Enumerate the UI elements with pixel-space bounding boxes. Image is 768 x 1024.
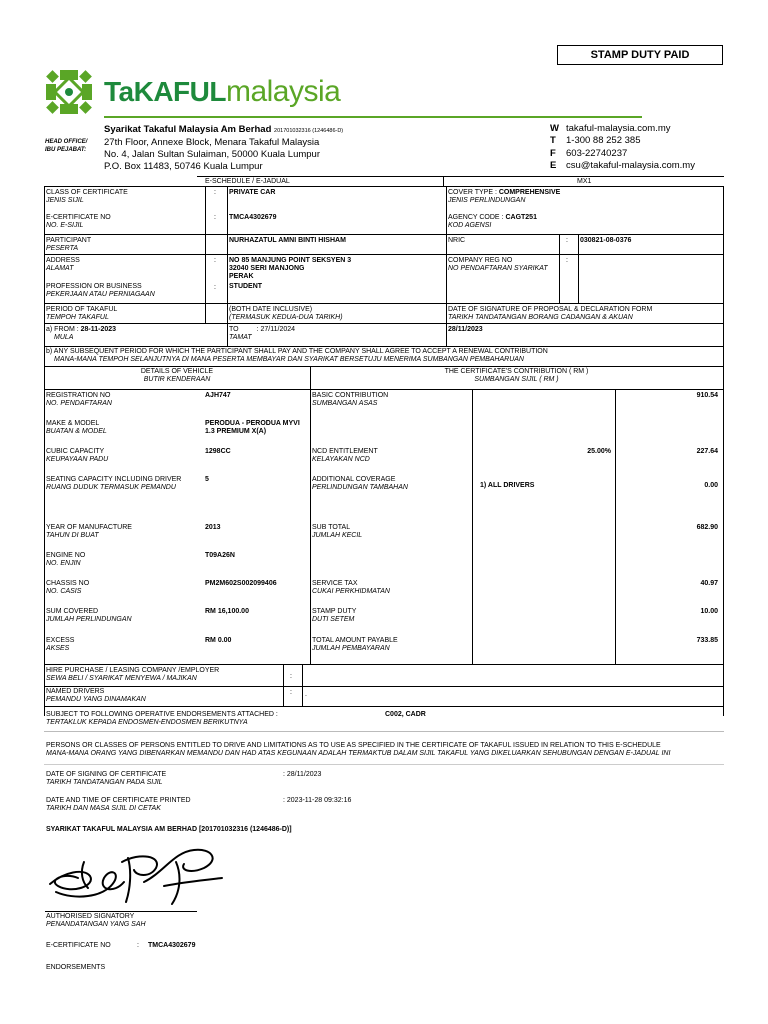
colon: : xyxy=(566,257,568,264)
basic-contribution-value: 910.54 xyxy=(696,392,718,399)
colon: : xyxy=(214,284,216,291)
additional-coverage-label: ADDITIONAL COVERAGE PERLINDUNGAN TAMBAHAN xyxy=(312,476,408,491)
colon: : xyxy=(214,214,216,221)
signature-date-value: 28/11/2023 xyxy=(448,326,483,333)
colon: : xyxy=(137,942,139,949)
colon: : xyxy=(566,237,568,244)
brand-part1: TaKAFUL xyxy=(104,76,226,107)
hire-purchase-label: HIRE PURCHASE / LEASING COMPANY /EMPLOYER SEWA BELI / SYARIKAT MENYEWA / MAJIKAN xyxy=(46,667,220,682)
colon: : xyxy=(290,689,292,696)
footer-ecert-label: E-CERTIFICATE NO xyxy=(46,942,111,949)
cubic-capacity-label: CUBIC CAPACITY KEUPAYAAN PADU xyxy=(46,448,109,463)
named-drivers-label: NAMED DRIVERS PEMANDU YANG DINAMAKAN xyxy=(46,688,146,703)
separator xyxy=(44,764,724,765)
ecert-label: E-CERTIFICATE NO NO. E-SIJIL xyxy=(46,214,111,229)
authorised-signatory: AUTHORISED SIGNATORY PENANDATANGAN YANG SAH xyxy=(46,913,146,928)
nric-value: 030821-08-0376 xyxy=(580,237,632,244)
chassis-label: CHASSIS NO NO. CASIS xyxy=(46,580,90,595)
company-reg-label: COMPANY REG NO NO PENDAFTARAN SYARIKAT xyxy=(448,257,548,272)
class-of-certificate-label: CLASS OF CERTIFICATE JENIS SIJIL xyxy=(46,189,128,204)
chassis-value: PM2M602S002099406 xyxy=(205,580,277,587)
address-value: NO 85 MANJUNG POINT SEKSYEN 3 32040 SERI MANJONG PERAK xyxy=(229,257,352,280)
agency-code: AGENCY CODE : CAGT251 KOD AGENSI xyxy=(448,214,537,229)
ncd-percent: 25.00% xyxy=(587,448,611,455)
vehicle-details-header: DETAILS OF VEHICLE BUTIR KENDERAAN xyxy=(140,368,214,383)
ncd-label: NCD ENTITLEMENT KELAYAKAN NCD xyxy=(312,448,378,463)
head-office-label: HEAD OFFICE/ IBU PEJABAT: xyxy=(45,139,88,153)
header-divider xyxy=(104,116,642,118)
make-model-label: MAKE & MODEL BUATAN & MODEL xyxy=(46,420,107,435)
endorsements-label: SUBJECT TO FOLLOWING OPERATIVE ENDORSEMENTS ATTACHED : TERTAKLUK KEPADA ENDOSMEN-ENDOSMEN BERIKUTNYA xyxy=(46,711,278,726)
contribution-header: THE CERTIFICATE'S CONTRIBUTION ( RM ) SUMBANGAN SIJIL ( RM ) xyxy=(444,368,589,383)
period-label: PERIOD OF TAKAFUL TEMPOH TAKAFUL xyxy=(46,306,118,321)
registration-value: AJH747 xyxy=(205,392,231,399)
service-tax-value: 40.97 xyxy=(700,580,718,587)
footer-company: SYARIKAT TAKAFUL MALAYSIA AM BERHAD [201701032316 (1246486-D)] xyxy=(46,826,292,833)
endorsements-value: C002, CADR xyxy=(385,711,426,718)
ncd-value: 227.64 xyxy=(696,448,718,455)
profession-value: STUDENT xyxy=(229,283,263,290)
participant-label: PARTICIPANT PESERTA xyxy=(46,237,92,252)
schedule-code: MX1 xyxy=(577,178,592,185)
period-to: TO : 27/11/2024 TAMAT xyxy=(229,326,296,341)
total-payable-value: 733.85 xyxy=(696,637,718,644)
basic-contribution-label: BASIC CONTRIBUTION SUMBANGAN ASAS xyxy=(312,392,389,407)
seating-value: 5 xyxy=(205,476,209,483)
takaful-logo-icon xyxy=(44,68,94,116)
class-of-certificate-value: PRIVATE CAR xyxy=(229,189,276,196)
additional-coverage-item: 1) ALL DRIVERS xyxy=(480,482,535,489)
colon: : xyxy=(290,673,292,680)
profession-label: PROFESSION OR BUSINESS PEKERJAAN ATAU PERNIAGAAN xyxy=(46,283,155,298)
address-label: ADDRESS ALAMAT xyxy=(46,257,80,272)
contact-block: W takaful-malaysia.com.my T 1-300 88 252 385 F 603-22740237 E csu@takaful-malaysia.com.my xyxy=(550,123,695,171)
cover-type: COVER TYPE : COMPREHENSIVE JENIS PERLINDUNGAN xyxy=(448,189,561,204)
signature-line xyxy=(45,911,197,912)
excess-label: EXCESS AKSES xyxy=(46,637,75,652)
seating-label: SEATING CAPACITY INCLUDING DRIVER RUANG DUDUK TERMASUK PEMANDU xyxy=(46,476,182,491)
service-tax-label: SERVICE TAX CUKAI PERKHIDMATAN xyxy=(312,580,390,595)
colon: : xyxy=(214,257,216,264)
participant-value: NURHAZATUL AMNI BINTI HISHAM xyxy=(229,237,346,244)
stamp-duty-paid-box: STAMP DUTY PAID xyxy=(557,45,723,65)
ecert-value: TMCA4302679 xyxy=(229,214,277,221)
company-address-block: Syarikat Takaful Malaysia Am Berhad 201701032316 (1246486-D) 27th Floor, Annexe Block, Menara Takaful Malaysia No. 4, Jalan Sultan Sulaiman, 50000 Kuala Lumpur P.O. Box 11483, 50746 Kuala Lumpur xyxy=(104,124,344,172)
year-value: 2013 xyxy=(205,524,221,531)
persons-entitled-note: PERSONS OR CLASSES OF PERSONS ENTITLED TO DRIVE AND LIMITATIONS AS TO USE AS SPECIFIED IN THE CERTIFICATE OF TAKAFUL ISSUED IN RELATION TO THIS E-SCHEDULE MANA-MANA ORANG YANG DIBENARKAN MEMANDU DAN HAD ATAS KEGUNAAN ADALAH TERMAKTUB DALAM SIJIL TAKAFUL YANG DIKELUARKAN SEHUBUNGAN DENGAN E-JADUAL INI xyxy=(46,742,671,757)
named-drivers-value: . xyxy=(305,691,307,698)
registration-label: REGISTRATION NO NO. PENDAFTARAN xyxy=(46,392,112,407)
year-label: YEAR OF MANUFACTURE TAHUN DI BUAT xyxy=(46,524,132,539)
stamp-duty-value: 10.00 xyxy=(700,608,718,615)
stamp-duty-label: STAMP DUTY DUTI SETEM xyxy=(312,608,357,623)
date-printed-value: : 2023-11-28 09:32:16 xyxy=(283,797,352,804)
schedule-title: E-SCHEDULE / E-JADUAL xyxy=(205,178,290,185)
both-dates-note: (BOTH DATE INCLUSIVE) (TERMASUK KEDUA-DUA TARIKH) xyxy=(229,306,343,321)
nric-label: NRIC xyxy=(448,237,466,244)
brand-wordmark xyxy=(104,75,340,109)
additional-coverage-value: 0.00 xyxy=(704,482,718,489)
total-payable-label: TOTAL AMOUNT PAYABLE JUMLAH PEMBAYARAN xyxy=(312,637,398,652)
sum-covered-label: SUM COVERED JUMLAH PERLINDUNGAN xyxy=(46,608,132,623)
date-signing-label: DATE OF SIGNING OF CERTIFICATE TARIKH TANDATANGAN PADA SIJIL xyxy=(46,771,167,786)
colon: : xyxy=(214,189,216,196)
cubic-capacity-value: 1298CC xyxy=(205,448,231,455)
period-from: a) FROM : 28-11-2023 MULA xyxy=(46,326,117,341)
make-model-value: PERODUA - PERODUA MYVI 1.3 PREMIUM X(A) xyxy=(205,420,300,435)
renewal-note: b) ANY SUBSEQUENT PERIOD FOR WHICH THE PARTICIPANT SHALL PAY AND THE COMPANY SHALL AGREE TO ACCEPT A RENEWAL CONTRIBUTION MANA-MANA TEMPOH SELANJUTNYA DI MANA PESERTA MEMBAYAR DAN SYARIKAT BERSETUJU MENERIMA SUMBANGAN PEMBAHARUAN xyxy=(46,348,548,363)
date-signing-value: : 28/11/2023 xyxy=(283,771,322,778)
signature-image xyxy=(44,842,229,908)
brand-part2: malaysia xyxy=(225,75,341,108)
excess-value: RM 0.00 xyxy=(205,637,232,644)
endorsements-footer: ENDORSEMENTS xyxy=(46,964,106,971)
subtotal-value: 682.90 xyxy=(696,524,718,531)
engine-value: T09A26N xyxy=(205,552,235,559)
subtotal-label: SUB TOTAL JUMLAH KECIL xyxy=(312,524,363,539)
sum-covered-value: RM 16,100.00 xyxy=(205,608,249,615)
footer-ecert-value: TMCA4302679 xyxy=(148,942,196,949)
engine-label: ENGINE NO NO. ENJIN xyxy=(46,552,86,567)
signature-date-label: DATE OF SIGNATURE OF PROPOSAL & DECLARATION FORM TARIKH TANDATANGAN BORANG CADANGAN & AKUAN xyxy=(448,306,653,321)
date-printed-label: DATE AND TIME OF CERTIFICATE PRINTED TARIKH DAN MASA SIJIL DI CETAK xyxy=(46,797,191,812)
separator xyxy=(44,731,724,732)
